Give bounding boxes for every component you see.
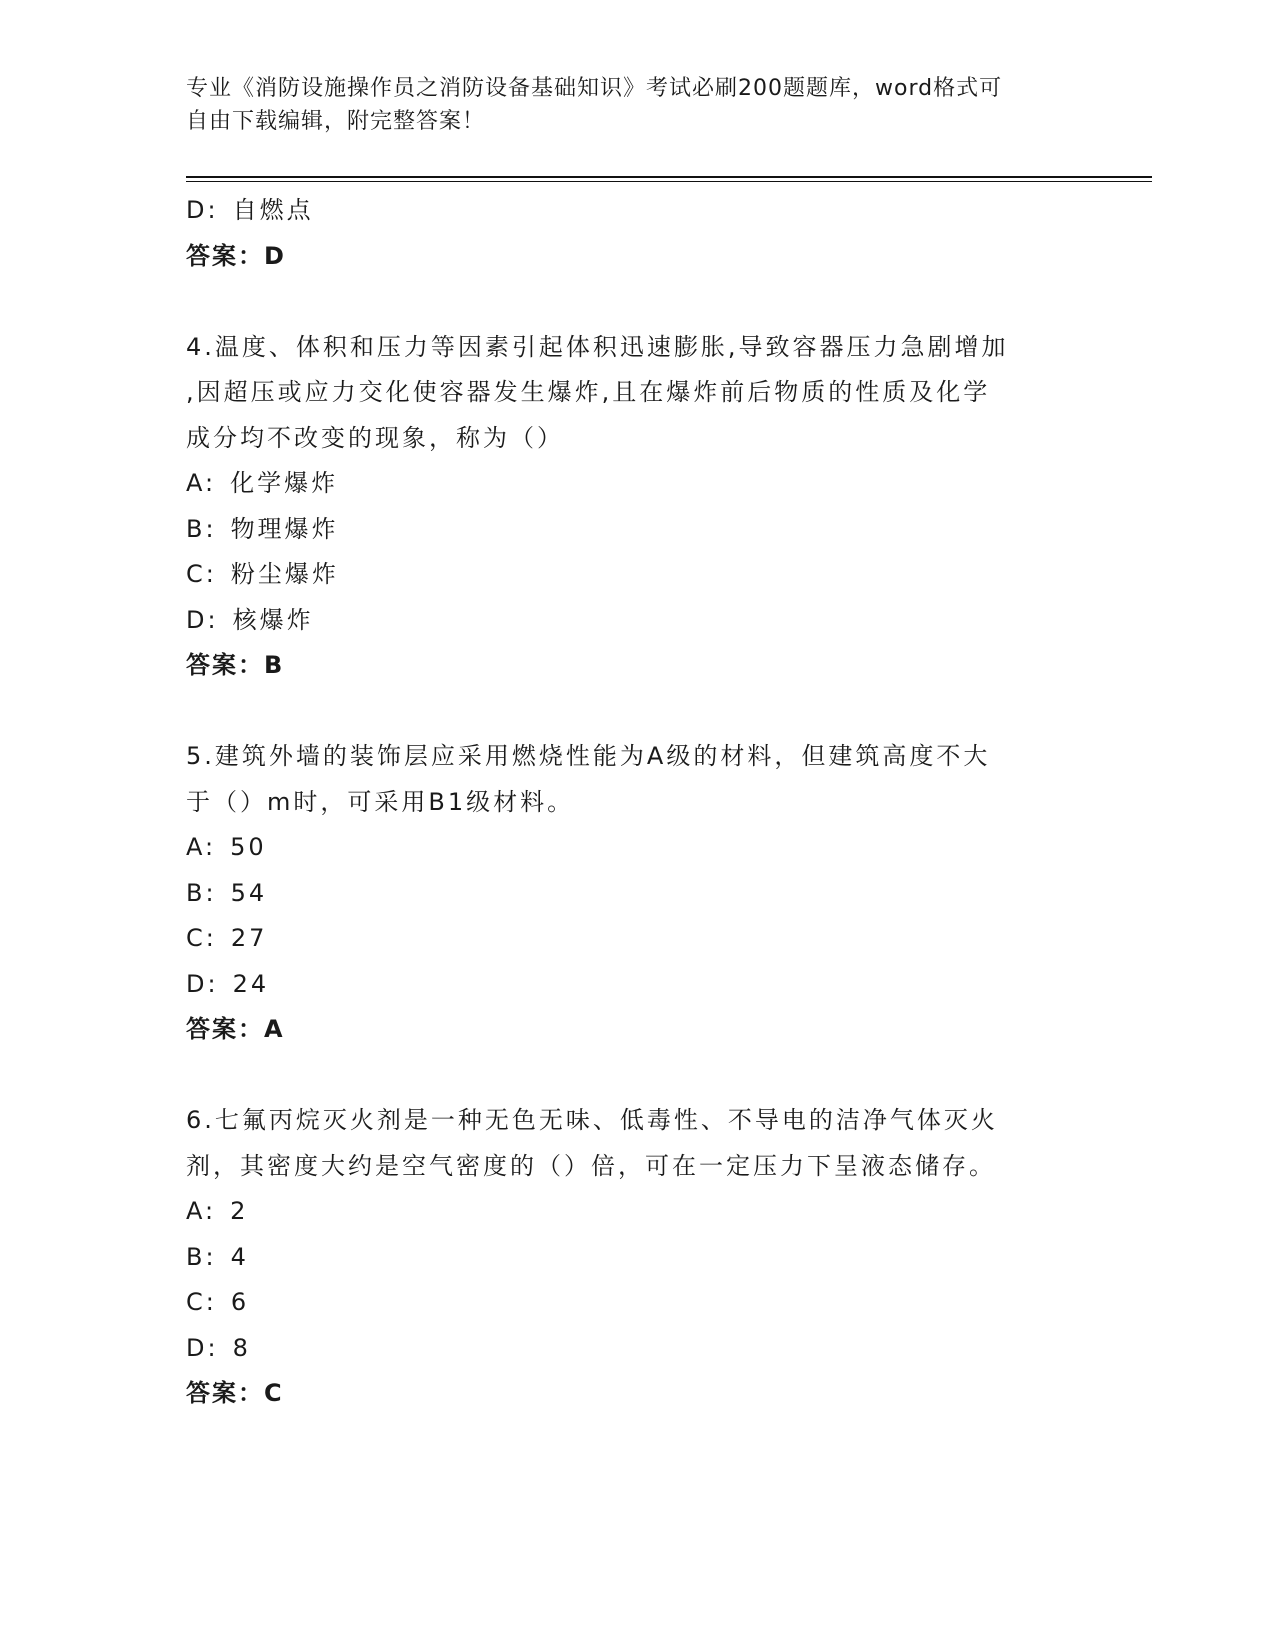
question-content bbox=[186, 188, 1086, 1417]
option-d bbox=[186, 962, 1086, 1008]
question-6 bbox=[186, 1098, 1086, 1417]
option-c bbox=[186, 916, 1086, 962]
option-b bbox=[186, 871, 1086, 917]
option-key: A: bbox=[186, 469, 217, 497]
option-key: D: bbox=[186, 196, 219, 224]
header-line-1: 专业《消防设施操作员之消防设备基础知识》考试必刷200题题库，word格式可 bbox=[186, 76, 1003, 101]
option-text: 粉尘爆炸 bbox=[230, 560, 339, 588]
option-text: 2 bbox=[230, 1197, 249, 1225]
question-text-line: 5.建筑外墙的装饰层应采用燃烧性能为A级的材料，但建筑高度不大 bbox=[186, 742, 991, 770]
option-key: C: bbox=[186, 924, 217, 952]
answer-line: 答案：C bbox=[186, 1379, 284, 1407]
option-text: 27 bbox=[230, 924, 268, 952]
option-d bbox=[186, 188, 1086, 234]
header-rule-thick bbox=[186, 176, 1152, 178]
page-header bbox=[186, 72, 1066, 138]
option-b bbox=[186, 1235, 1086, 1281]
option-text: 核爆炸 bbox=[232, 605, 314, 634]
answer-line: 答案：B bbox=[186, 651, 285, 679]
option-key: A: bbox=[186, 833, 217, 861]
answer-line: 答案：D bbox=[186, 241, 286, 270]
question-text-line: ,因超压或应力交化使容器发生爆炸,且在爆炸前后物质的性质及化学 bbox=[186, 378, 991, 406]
question-text-line: 6.七氟丙烷灭火剂是一种无色无味、低毒性、不导电的洁净气体灭火 bbox=[186, 1106, 998, 1134]
question-text-line: 成分均不改变的现象，称为（） bbox=[186, 423, 564, 452]
option-text: 6 bbox=[230, 1288, 250, 1316]
option-b bbox=[186, 507, 1086, 553]
option-key: D: bbox=[186, 605, 219, 634]
option-a bbox=[186, 461, 1086, 507]
option-text: 8 bbox=[232, 1333, 251, 1362]
option-text: 物理爆炸 bbox=[230, 514, 339, 543]
header-rule-thin bbox=[186, 181, 1152, 182]
option-text: 4 bbox=[230, 1242, 249, 1271]
option-key: B: bbox=[186, 878, 217, 907]
option-key: D: bbox=[186, 969, 219, 998]
option-c bbox=[186, 552, 1086, 598]
option-text: 50 bbox=[230, 833, 267, 861]
option-text: 化学爆炸 bbox=[230, 469, 339, 497]
option-key: D: bbox=[186, 1333, 219, 1362]
option-key: A: bbox=[186, 1197, 217, 1225]
question-text-line: 4.温度、体积和压力等因素引起体积迅速膨胀,导致容器压力急剧增加 bbox=[186, 332, 1009, 361]
option-d bbox=[186, 598, 1086, 644]
option-text: 24 bbox=[232, 969, 270, 998]
option-a bbox=[186, 825, 1086, 871]
header-line-2: 自由下载编辑，附完整答案！ bbox=[186, 109, 486, 134]
spacer bbox=[186, 1053, 1086, 1099]
question-text-line: 于（）m时，可采用B1级材料。 bbox=[186, 787, 575, 816]
option-key: B: bbox=[186, 1242, 217, 1271]
option-key: C: bbox=[186, 560, 217, 588]
option-d bbox=[186, 1326, 1086, 1372]
question-text-line: 剂，其密度大约是空气密度的（）倍，可在一定压力下呈液态储存。 bbox=[186, 1151, 996, 1180]
option-c bbox=[186, 1280, 1086, 1326]
option-key: B: bbox=[186, 514, 217, 543]
spacer bbox=[186, 689, 1086, 735]
spacer bbox=[186, 279, 1086, 325]
question-4 bbox=[186, 325, 1086, 689]
option-a bbox=[186, 1189, 1086, 1235]
answer-line: 答案：A bbox=[186, 1015, 285, 1043]
option-text: 自燃点 bbox=[232, 196, 314, 224]
question-5 bbox=[186, 734, 1086, 1053]
option-text: 54 bbox=[230, 878, 268, 907]
option-key: C: bbox=[186, 1288, 217, 1316]
